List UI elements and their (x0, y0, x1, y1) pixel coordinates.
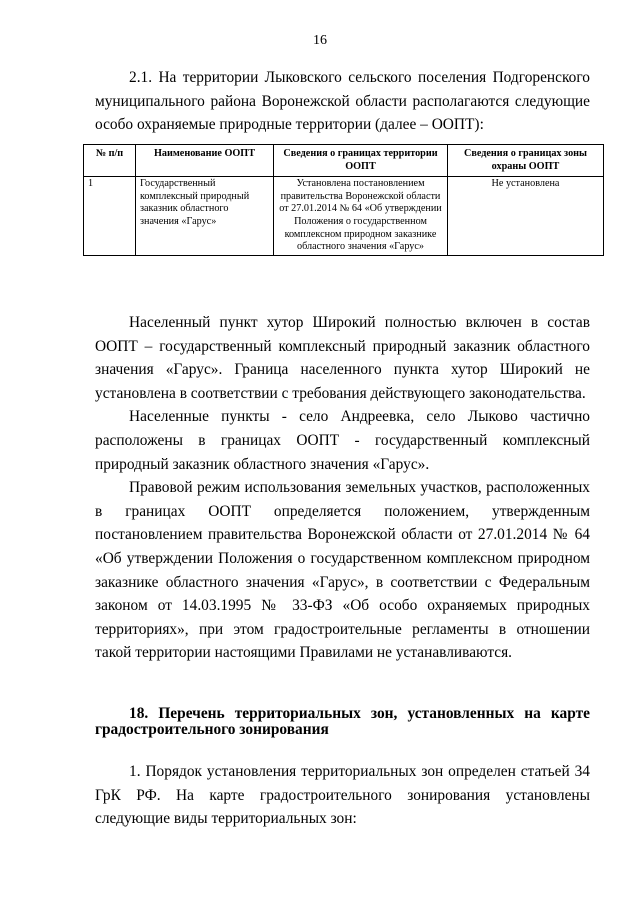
cell-number: 1 (84, 177, 136, 256)
section-text-1 (95, 311, 590, 665)
section-text-2 (95, 760, 590, 831)
paragraph-legal-regime: Правовой режим использования земельных участков, расположенных в границах ООПТ определяется положением, утвержденным постановлением правительства Воронежской области от 27.01.2014 № 64 «Об утверждении Положения о государственном комплексном природном заказнике областного значения «Гарус», в соответствии с Федеральным законом от 14.03.1995 № 33-ФЗ «Об особо охраняемых природных территориях», при этом градостроительные регламенты в отношении такой территории настоящими Правилами не устанавливаются. (95, 479, 590, 662)
cell-boundaries: Установлена постановлением правительства Воронежской области от 27.01.2014 № 64 «Об утверждении Положения о государственном комплексном природном заказнике областного значения «Гарус» (274, 177, 448, 256)
header-cell-boundaries: Сведения о границах территории ООПТ (274, 145, 448, 177)
header-cell-number: № п/п (84, 145, 136, 177)
cell-protection-zone: Не установлена (448, 177, 604, 256)
oopt-table (83, 144, 604, 256)
paragraph-andreevka: Населенные пункты - село Андреевка, село Лыково частично расположены в границах ООПТ - государственный комплексный природный заказник областного значения «Гарус». (95, 408, 590, 473)
table-header-row (84, 145, 604, 177)
paragraph-zones: 1. Порядок установления территориальных зон определен статьей 34 ГрК РФ. На карте градостроительного зонирования установлены следующие виды территориальных зон: (95, 763, 590, 828)
page-number: 16 (313, 33, 327, 48)
section-heading: 18. Перечень территориальных зон, установленных на карте градостроительного зонирования (95, 705, 590, 738)
paragraph-shiroky: Населенный пункт хутор Широкий полностью включен в состав ООПТ – государственный комплексный природный заказник областного значения «Гарус». Граница населенного пункта хутор Широкий не установлена в соответствии с требования действующего законодательства. (95, 314, 590, 402)
header-cell-name: Наименование ООПТ (136, 145, 274, 177)
intro-block (95, 66, 590, 137)
header-cell-protection-zone: Сведения о границах зоны охраны ООПТ (448, 145, 604, 177)
table-row (84, 177, 604, 256)
intro-paragraph: 2.1. На территории Лыковского сельского поселения Подгоренского муниципального района Воронежской области располагаются следующие особо охраняемые природные территории (далее – ООПТ): (95, 69, 590, 134)
cell-name: Государственный комплексный природный заказник областного значения «Гарус» (136, 177, 274, 256)
